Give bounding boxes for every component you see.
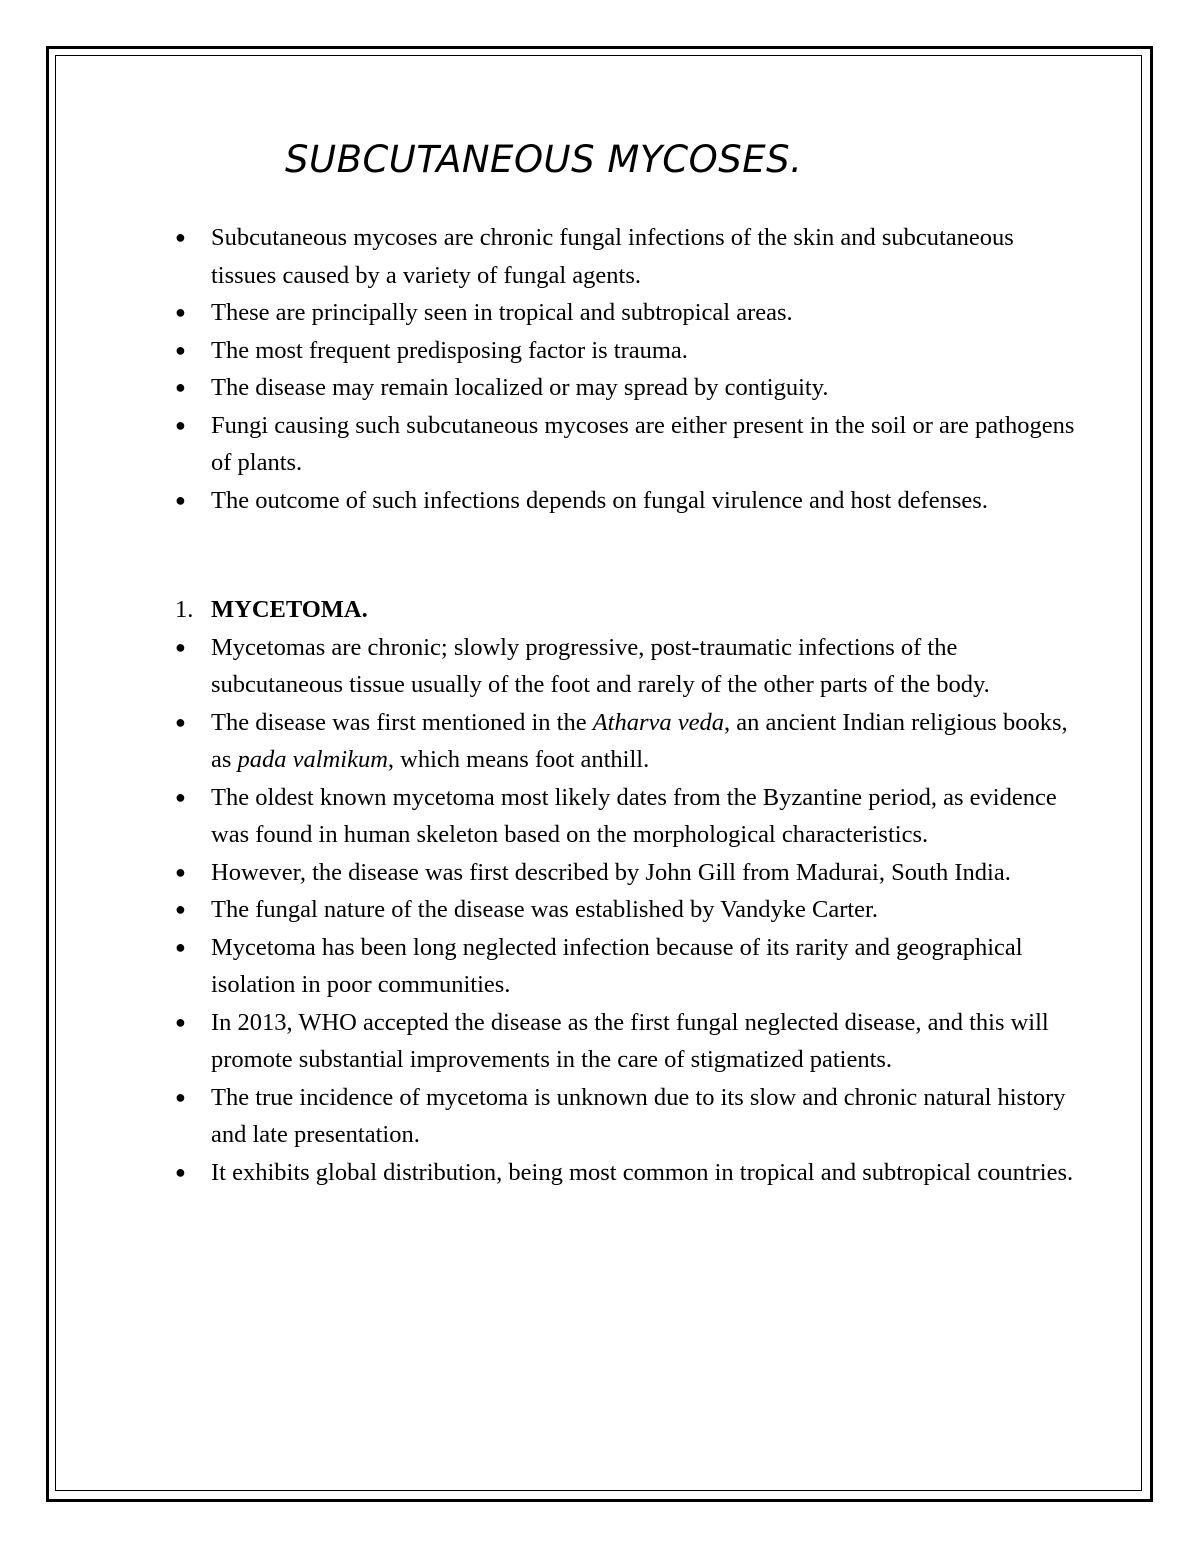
list-item xyxy=(0,629,1200,704)
list-item xyxy=(0,929,1200,1004)
bullet-text: Mycetomas are chronic; slowly progressive, post-traumatic infections of the subcutaneous tissue usually of the foot and rarely of the other parts of the body. xyxy=(211,633,990,698)
bullet-icon: ● xyxy=(175,227,186,247)
list-item xyxy=(0,854,1200,892)
list-item xyxy=(0,332,1200,370)
bullet-text: However, the disease was first described by John Gill from Madurai, South India. xyxy=(211,858,1011,886)
bullet-text: These are principally seen in tropical and subtropical areas. xyxy=(211,299,793,326)
list-item xyxy=(0,1154,1200,1192)
italic-term: Atharva veda xyxy=(592,708,725,736)
section-heading xyxy=(0,591,1200,629)
bullet-text: The most frequent predisposing factor is trauma. xyxy=(211,336,688,364)
bullet-text-part: , which means foot anthill. xyxy=(387,746,650,773)
bullet-text: Mycetoma has been long neglected infection because of its rarity and geographical isolation in poor communities. xyxy=(211,933,1023,998)
bullet-text: The true incidence of mycetoma is unknown due to its slow and chronic natural history and late presentation. xyxy=(211,1083,1066,1148)
bullet-text-part: , an ancient Indian religious books, as xyxy=(211,708,1068,773)
mycetoma-bullet-list xyxy=(0,629,1200,1192)
list-item xyxy=(0,891,1200,929)
bullet-icon: ● xyxy=(175,1161,186,1182)
list-item xyxy=(0,369,1200,407)
bullet-icon: ● xyxy=(175,414,186,435)
bullet-icon: ● xyxy=(175,1086,186,1107)
list-item xyxy=(0,407,1200,482)
list-item xyxy=(0,1004,1200,1079)
bullet-text-part: The disease was first mentioned in the xyxy=(211,708,593,736)
bullet-icon: ● xyxy=(175,861,186,882)
bullet-text: The outcome of such infections depends on fungal virulence and host defenses. xyxy=(211,486,988,514)
intro-bullet-list xyxy=(0,219,1200,519)
document-title: SUBCUTANEOUS MYCOSES. xyxy=(285,138,803,181)
bullet-text: In 2013, WHO accepted the disease as the first fungal neglected disease, and this will promote substantial improvements in the care of stigmatized patients. xyxy=(211,1008,1049,1073)
bullet-icon: ● xyxy=(175,899,186,919)
mycetoma-section xyxy=(0,591,1200,1191)
bullet-icon: ● xyxy=(175,711,186,732)
list-item xyxy=(0,779,1200,854)
bullet-text: The oldest known mycetoma most likely dates from the Byzantine period, as evidence was found in human skeleton based on the morphological characteristics. xyxy=(211,783,1057,848)
list-item xyxy=(0,1079,1200,1154)
bullet-text: Subcutaneous mycoses are chronic fungal infections of the skin and subcutaneous tissues caused by a variety of fungal agents. xyxy=(211,224,1014,289)
intro-section xyxy=(0,219,1200,519)
bullet-icon: ● xyxy=(175,636,186,657)
bullet-icon: ● xyxy=(175,339,186,360)
list-item xyxy=(0,704,1200,779)
bullet-icon: ● xyxy=(175,786,186,807)
bullet-icon: ● xyxy=(175,936,186,957)
section-number: 1. xyxy=(175,596,194,623)
bullet-icon: ● xyxy=(175,1011,186,1032)
bullet-text: The disease may remain localized or may spread by contiguity. xyxy=(211,374,829,401)
list-item xyxy=(0,482,1200,520)
list-item xyxy=(0,294,1200,332)
bullet-icon: ● xyxy=(175,377,186,397)
bullet-text: The fungal nature of the disease was established by Vandyke Carter. xyxy=(211,896,878,923)
bullet-icon: ● xyxy=(175,302,186,322)
bullet-text: Fungi causing such subcutaneous mycoses are either present in the soil or are pathogens of plants. xyxy=(211,411,1075,476)
section-title: MYCETOMA. xyxy=(211,596,368,623)
list-item xyxy=(0,219,1200,294)
italic-term: pada valmikum xyxy=(237,746,388,773)
bullet-text: It exhibits global distribution, being most common in tropical and subtropical countries. xyxy=(211,1158,1074,1186)
bullet-icon: ● xyxy=(175,489,186,510)
